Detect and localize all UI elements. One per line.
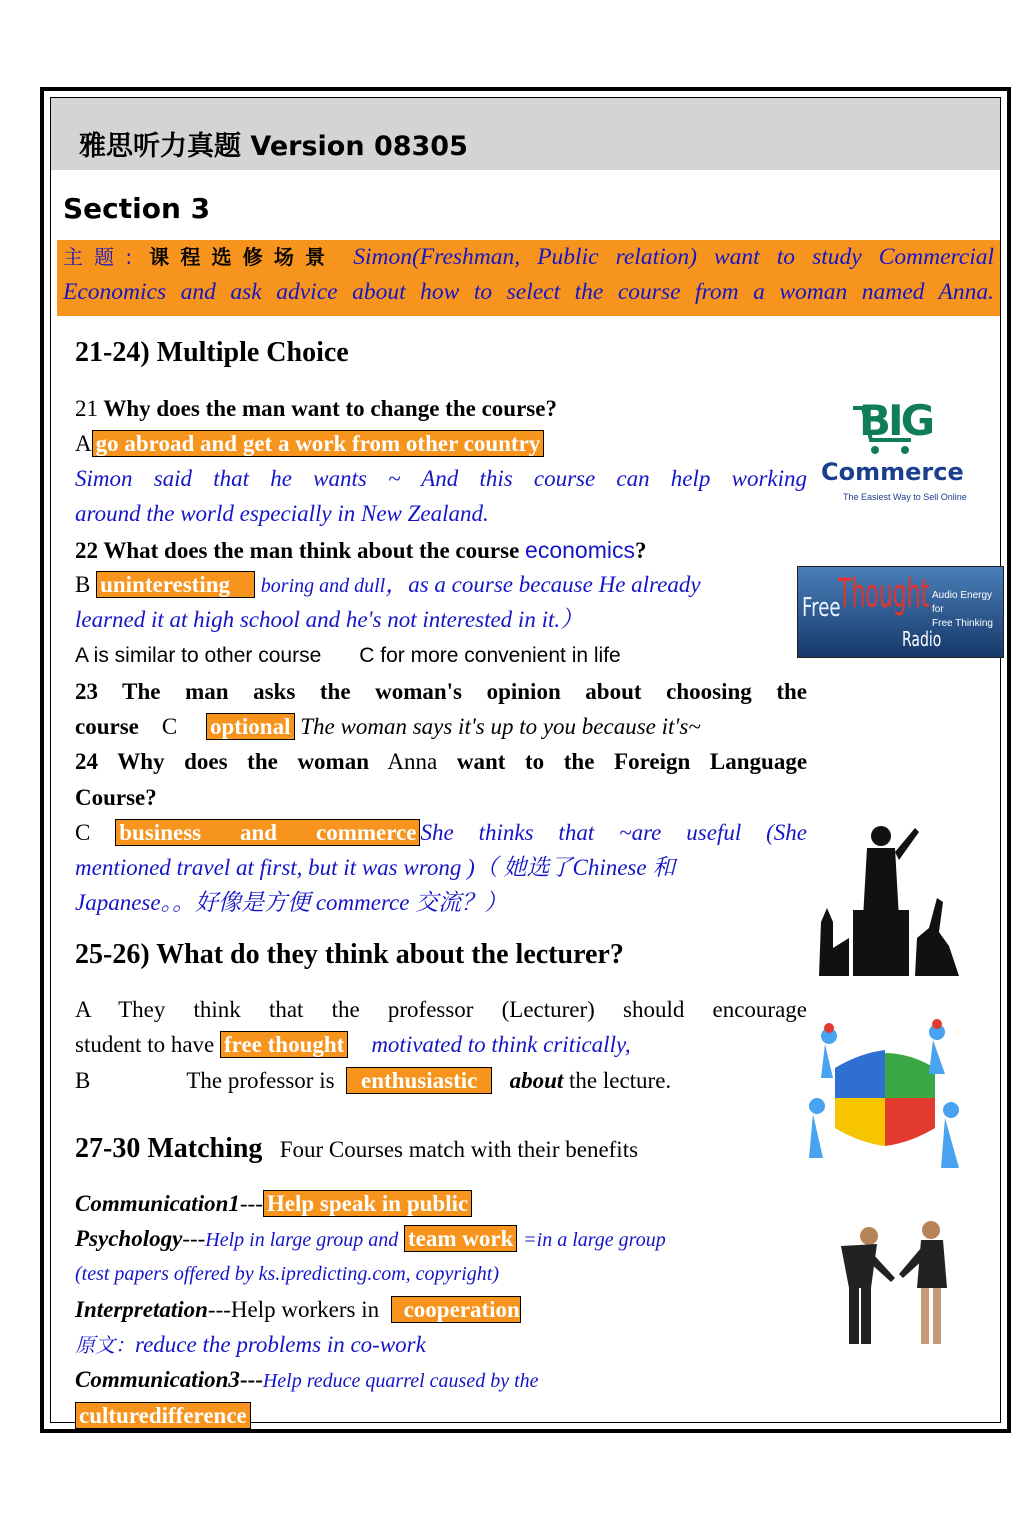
speaker-icon bbox=[819, 818, 959, 976]
logo-thought: Thought bbox=[838, 571, 930, 617]
match-2-highlight: team work bbox=[404, 1225, 517, 1252]
q22-keyword: economics bbox=[525, 537, 635, 563]
logo-audio-text: Audio Energy for Free Thinking bbox=[932, 590, 993, 629]
handshake-icon bbox=[811, 1218, 971, 1348]
logo-big: BIG bbox=[859, 396, 933, 445]
q22-answer-highlight: uninteresting bbox=[96, 571, 255, 598]
match-row-4: Communication3---Help reduce quarrel caused by the bbox=[75, 1367, 539, 1392]
match-row-3: Interpretation---Help workers in cooperation bbox=[75, 1297, 520, 1322]
puzzle-icon bbox=[805, 1018, 965, 1178]
topic-scene: 课程选修场景 bbox=[149, 245, 337, 269]
q23-answer-highlight: optional bbox=[206, 713, 295, 740]
logo-tagline: The Easiest Way to Sell Online bbox=[843, 492, 967, 502]
topic-text-1: Simon(Freshman, Public relation) want to study Commercial bbox=[353, 244, 995, 270]
q25-line-1: A They think that the professor (Lecturer) should encourage bbox=[75, 997, 807, 1022]
logo-free: Free bbox=[802, 593, 841, 623]
logo-radio: Radio bbox=[902, 627, 942, 651]
speaker-silhouette-image bbox=[819, 818, 959, 976]
puzzle-team-image bbox=[805, 1018, 965, 1178]
match-row-1: Communication1--- Help speak in public bbox=[75, 1189, 472, 1219]
page-frame bbox=[40, 87, 1011, 1433]
q23-question: 23 The man asks the woman's opinion about choosing the bbox=[75, 679, 807, 704]
q24-note-2: mentioned travel at first, but it was wrong )（ 她选了Chinese 和 bbox=[75, 855, 676, 880]
q26-answer-highlight: enthusiastic bbox=[346, 1067, 492, 1094]
q23-answer: course C optional The woman says it's up to you because it's~ bbox=[75, 714, 701, 739]
q26-line: B The professor is enthusiastic about the lecture. bbox=[75, 1068, 672, 1093]
q21-answer-highlight: go abroad and get a work from other country bbox=[92, 430, 545, 457]
topic-text-2: Economics and ask advice about how to select the course from a woman named Anna. bbox=[63, 279, 994, 305]
q22-note-2: learned it at high school and he's not interested in it.） bbox=[75, 607, 584, 632]
q24-question-1: 24 Why does the woman Anna want to the Foreign Language bbox=[75, 749, 808, 774]
q21-answer: A go abroad and get a work from other country bbox=[75, 429, 544, 459]
match-row-2: Psychology---Help in large group and team work =in a large group bbox=[75, 1226, 666, 1251]
header-band bbox=[51, 98, 1000, 170]
logo-commerce: Commerce bbox=[821, 458, 964, 486]
business-people-image bbox=[811, 1218, 971, 1348]
section-title: Section 3 bbox=[63, 192, 211, 225]
q22-answer: B uninteresting boring and dull，as a course because He already bbox=[75, 572, 701, 597]
q25-answer-highlight: free thought bbox=[220, 1031, 348, 1058]
topic-banner bbox=[57, 240, 1000, 316]
q24-answer: C business and commerce She thinks that ~are useful (She bbox=[75, 820, 808, 845]
copyright-note: (test papers offered by ks.ipredicting.com, copyright) bbox=[75, 1263, 499, 1285]
lecturer-heading: 25-26) What do they think about the lecturer? bbox=[75, 939, 624, 970]
q24-question-2: Course? bbox=[75, 785, 157, 810]
match-1-highlight: Help speak in public bbox=[263, 1190, 472, 1217]
page-title: 雅思听力真题 Version 08305 bbox=[79, 131, 468, 162]
match-row-3b: 原文：reduce the problems in co-work bbox=[75, 1332, 426, 1357]
q21-question: 21 Why does the man want to change the course? bbox=[75, 396, 557, 421]
matching-heading: 27-30 Matching Four Courses match with their benefits bbox=[75, 1133, 639, 1164]
q21-note-2: around the world especially in New Zealand. bbox=[75, 501, 489, 526]
free-thought-radio-logo bbox=[797, 566, 1004, 658]
content-box bbox=[50, 97, 1001, 1428]
topic-line-2 bbox=[63, 275, 994, 310]
match-3-highlight: cooperation bbox=[391, 1296, 521, 1323]
q25-line-2: student to have free thought motivated to think critically, bbox=[75, 1032, 631, 1057]
q21-note-1: Simon said that he wants ~ And this course can help working bbox=[75, 466, 807, 491]
topic-line-1 bbox=[63, 240, 994, 275]
bigcommerce-logo bbox=[813, 392, 983, 512]
match-4-highlight: culturedifference bbox=[75, 1402, 251, 1429]
mc-heading: 21-24) Multiple Choice bbox=[75, 337, 349, 368]
topic-label: 主题: bbox=[63, 245, 133, 269]
q22-other-options: A is similar to other course C for more convenient in life bbox=[75, 644, 621, 667]
q24-note-3: Japanese。。好像是方便 commerce 交流？） bbox=[75, 890, 508, 915]
match-row-4b bbox=[75, 1401, 251, 1431]
q22-question: 22 What does the man think about the course economics? bbox=[75, 537, 647, 563]
q24-answer-highlight: business and commerce bbox=[115, 819, 420, 846]
